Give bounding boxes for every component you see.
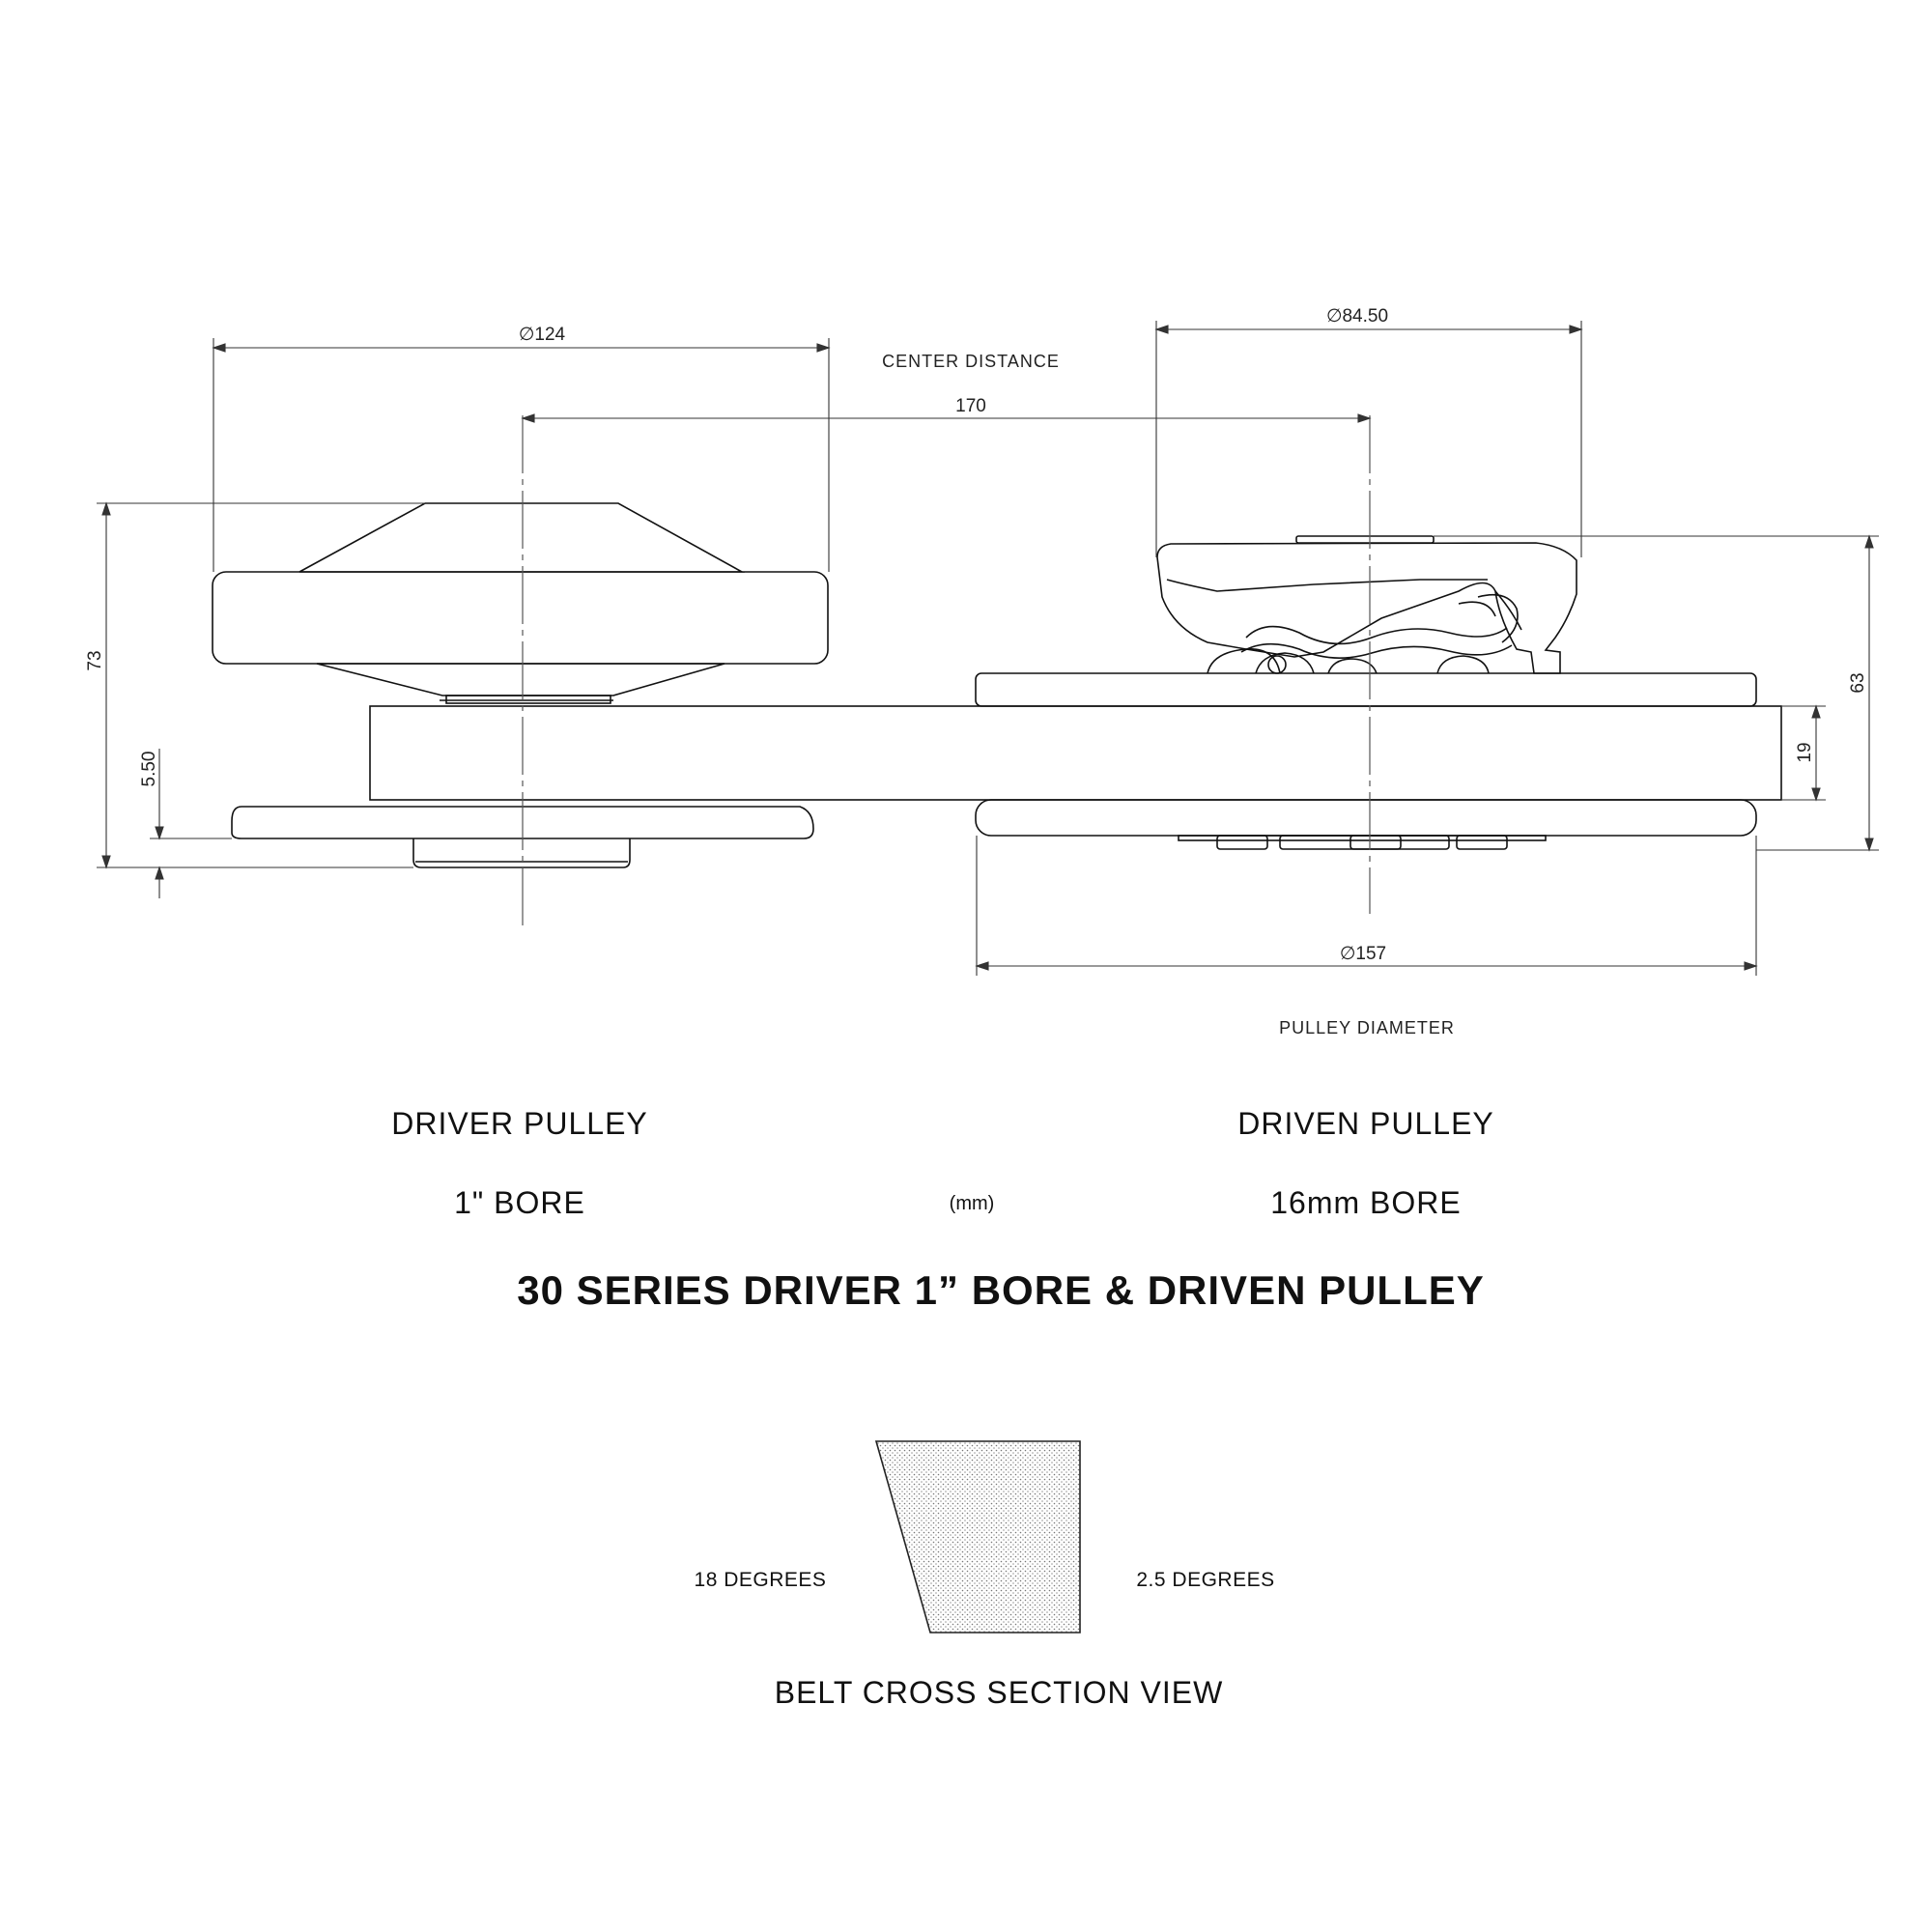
driven-pulley-drawing [976,536,1756,849]
belt-cross-section-caption: BELT CROSS SECTION VIEW [774,1675,1224,1710]
pulley-diameter-label: PULLEY DIAMETER [1279,1018,1455,1037]
dim-driven-height: 63 [1848,672,1868,694]
center-distance-label: CENTER DISTANCE [882,352,1060,371]
dim-center-distance: 170 [955,396,986,416]
driver-pulley-label: DRIVER PULLEY [391,1106,648,1141]
dim-driven-upper-diameter: ∅84.50 [1325,306,1389,327]
units-label: (mm) [949,1193,995,1214]
dim-driven-pulley-diameter: ∅157 [1339,944,1387,964]
driver-hub [413,838,630,867]
driven-lower-plate [976,800,1756,836]
belt-right-angle-label: 2.5 DEGREES [1136,1569,1275,1591]
dim-driver-flange-offset: 5.50 [139,751,159,787]
page-title: 30 SERIES DRIVER 1” BORE & DRIVEN PULLEY [517,1267,1485,1313]
driver-cone-bottom [317,664,724,696]
belt-cross-section [876,1441,1080,1633]
driven-bore-label: 16mm BORE [1270,1185,1462,1220]
belt-left-angle-label: 18 DEGREES [694,1569,827,1591]
dim-belt-width: 19 [1795,742,1815,763]
dimension-lines [97,321,1879,976]
dim-driver-diameter: ∅124 [518,325,566,345]
driver-cone-top [299,503,742,572]
driver-pulley-drawing [213,503,828,867]
driven-spring [1246,627,1507,644]
belt-side-view [370,706,1781,800]
driver-disc [213,572,828,664]
driven-upper-plate [976,673,1756,706]
driver-bore-label: 1" BORE [454,1185,585,1220]
driven-pulley-label: DRIVEN PULLEY [1237,1106,1494,1141]
dim-driver-height: 73 [85,650,105,671]
